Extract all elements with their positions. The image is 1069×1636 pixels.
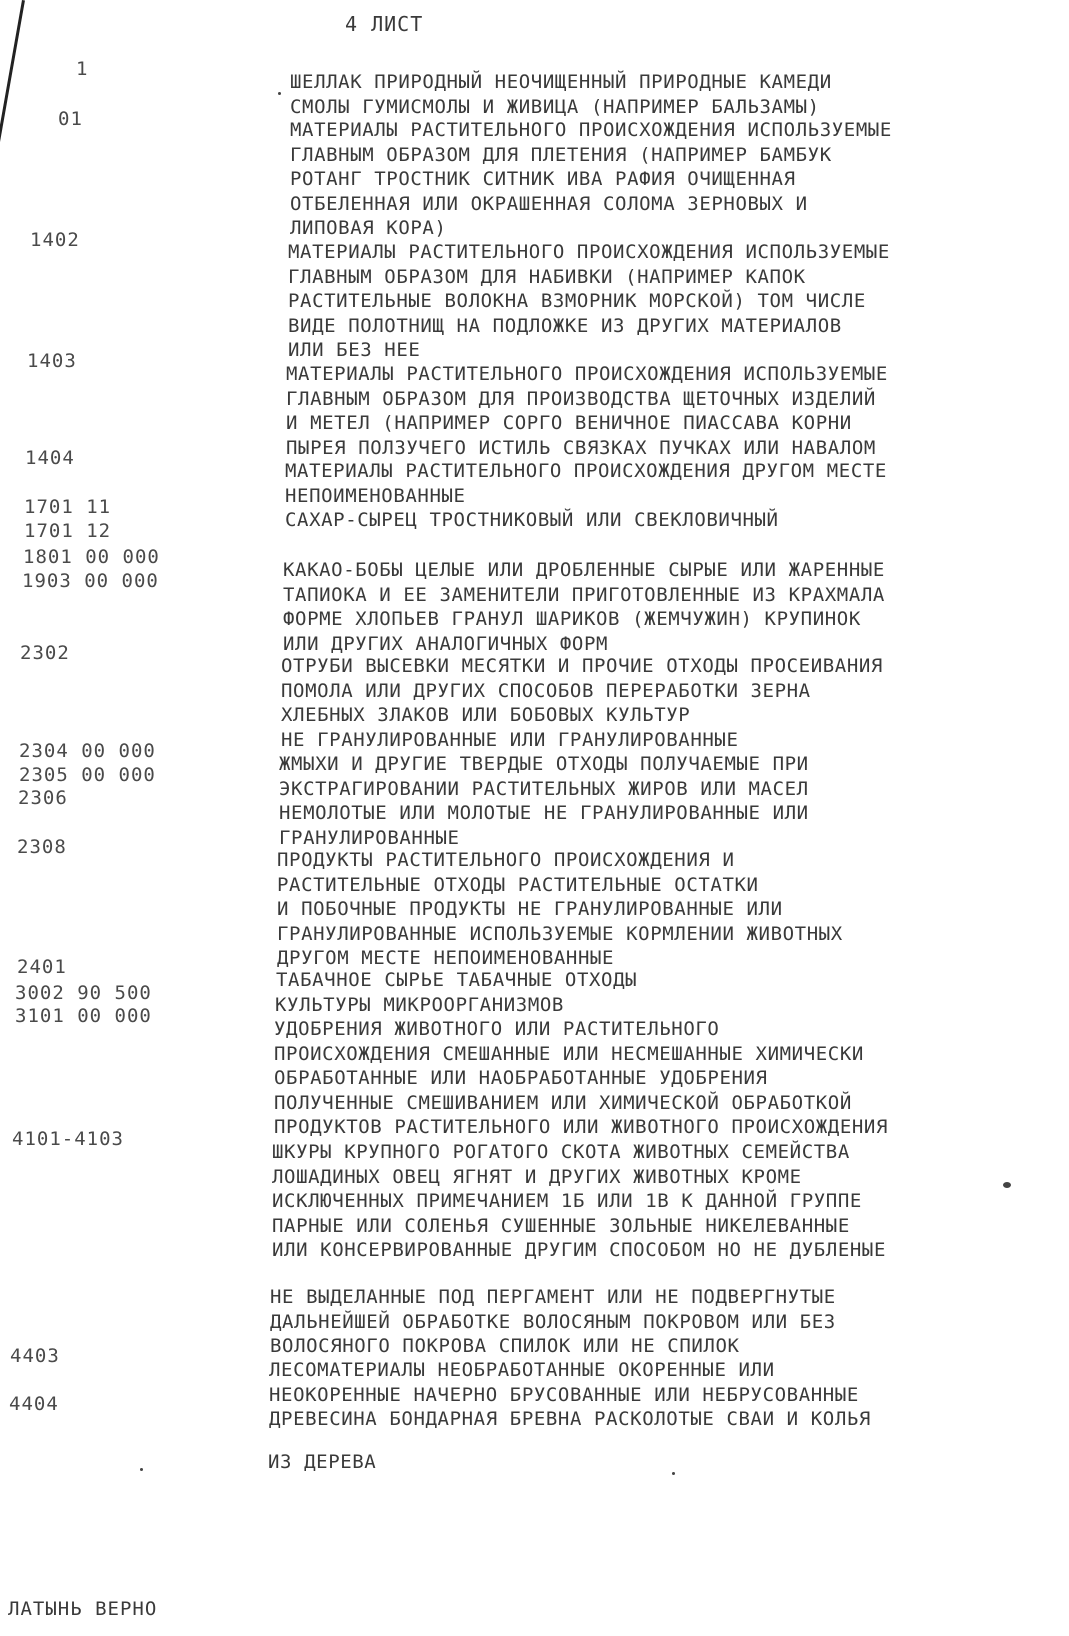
code-18: 4101-4103 xyxy=(12,1128,124,1150)
code-11: 2304 00 000 xyxy=(19,740,156,762)
desc-10: ПРОДУКТЫ РАСТИТЕЛЬНОГО ПРОИСХОЖДЕНИЯ И РАСТИТЕЛЬНЫЕ ОТХОДЫ РАСТИТЕЛЬНЫЕ ОСТАТКИ И ПОБОЧНЫЕ ПРОДУКТЫ НЕ ГРАНУЛИРОВАННЫЕ ИЛИ ГРАНУЛИРОВАННЫЕ ИСПОЛЬЗУЕМЫЕ КОРМЛЕНИИ ЖИВОТНЫХ ДРУГОМ МЕСТЕ НЕПОИМЕНОВАННЫЕ xyxy=(277,849,843,969)
code-2: 01 xyxy=(58,108,83,130)
desc-2: МАТЕРИАЛЫ РАСТИТЕЛЬНОГО ПРОИСХОЖДЕНИЯ ИСПОЛЬЗУЕМЫЕ ГЛАВНЫМ ОБРАЗОМ ДЛЯ ПЛЕТЕНИЯ (НАПРИМЕР БАМБУК РОТАНГ ТРОСТНИК СИТНИК ИВА РАФИЯ ОЧИЩЕННАЯ ОТБЕЛЕННАЯ ИЛИ ОКРАШЕННАЯ СОЛОМА ЗЕРНОВЫХ И ЛИПОВАЯ КОРА) xyxy=(290,119,892,239)
ink-speck xyxy=(278,92,281,95)
desc-15: НЕ ВЫДЕЛАННЫЕ ПОД ПЕРГАМЕНТ ИЛИ НЕ ПОДВЕРГНУТЫЕ ДАЛЬНЕЙШЕЙ ОБРАБОТКЕ ВОЛОСЯНЫМ ПОКРОВОМ ИЛИ БЕЗ ВОЛОСЯНОГО ПОКРОВА СПИЛОК ИЛИ НЕ СПИЛОК xyxy=(270,1286,836,1357)
scan-edge-line xyxy=(0,0,25,375)
desc-13: УДОБРЕНИЯ ЖИВОТНОГО ИЛИ РАСТИТЕЛЬНОГО ПРОИСХОЖДЕНИЯ СМЕШАННЫЕ ИЛИ НЕСМЕШАННЫЕ ХИМИЧЕСКИ ОБРАБОТАННЫЕ ИЛИ НАОБРАБОТАННЫЕ УДОБРЕНИЯ ПОЛУЧЕННЫЕ СМЕШИВАНИЕМ ИЛИ ХИМИЧЕСКОЙ ОБРАБОТКОЙ ПРОДУКТОВ РАСТИТЕЛЬНОГО ИЛИ ЖИВОТНОГО ПРОИСХОЖДЕНИЯ xyxy=(274,1018,888,1138)
desc-17: ИЗ ДЕРЕВА xyxy=(268,1451,377,1473)
desc-16: ЛЕСОМАТЕРИАЛЫ НЕОБРАБОТАННЫЕ ОКОРЕННЫЕ ИЛИ НЕОКОРЕННЫЕ НАЧЕРНО БРУСОВАННЫЕ ИЛИ НЕБРУСОВАННЫЕ ДРЕВЕСИНА БОНДАРНАЯ БРЕВНА РАСКОЛОТЫЕ СВАИ И КОЛЬЯ xyxy=(269,1359,871,1430)
desc-8: ОТРУБИ ВЫСЕВКИ МЕСЯТКИ И ПРОЧИЕ ОТХОДЫ ПРОСЕИВАНИЯ ПОМОЛА ИЛИ ДРУГИХ СПОСОБОВ ПЕРЕРАБОТКИ ЗЕРНА ХЛЕБНЫХ ЗЛАКОВ ИЛИ БОБОВЫХ КУЛЬТУР НЕ ГРАНУЛИРОВАННЫЕ ИЛИ ГРАНУЛИРОВАННЫЕ xyxy=(281,655,883,751)
desc-1: ШЕЛЛАК ПРИРОДНЫЙ НЕОЧИЩЕННЫЙ ПРИРОДНЫЕ КАМЕДИ СМОЛЫ ГУМИСМОЛЫ И ЖИВИЦА (НАПРИМЕР БАЛЬЗАМЫ) xyxy=(290,71,832,118)
code-3: 1402 xyxy=(30,229,80,251)
code-9: 1903 00 000 xyxy=(22,570,159,592)
ink-speck xyxy=(140,1468,143,1471)
desc-7: КАКАО-БОБЫ ЦЕЛЫЕ ИЛИ ДРОБЛЕННЫЕ СЫРЫЕ ИЛИ ЖАРЕННЫЕ ТАПИОКА И ЕЕ ЗАМЕНИТЕЛИ ПРИГОТОВЛЕННЫЕ ИЗ КРАХМАЛА ФОРМЕ ХЛОПЬЕВ ГРАНУЛ ШАРИКОВ (ЖЕМЧУЖИН) КРУПИНОК ИЛИ ДРУГИХ АНАЛОГИЧНЫХ ФОРМ xyxy=(283,559,885,655)
code-12: 2305 00 000 xyxy=(19,764,156,786)
code-7: 1701 12 xyxy=(24,520,112,542)
code-1: 1 xyxy=(76,58,89,80)
code-6: 1701 11 xyxy=(24,496,112,518)
desc-14: ШКУРЫ КРУПНОГО РОГАТОГО СКОТА ЖИВОТНЫХ СЕМЕЙСТВА ЛОШАДИНЫХ ОВЕЦ ЯГНЯТ И ДРУГИХ ЖИВОТНЫХ КРОМЕ ИСКЛЮЧЕННЫХ ПРИМЕЧАНИЕМ 1Б ИЛИ 1В К ДАННОЙ ГРУППЕ ПАРНЫЕ ИЛИ СОЛЕНЬЯ СУШЕННЫЕ ЗОЛЬНЫЕ НИКЕЛЕВАННЫЕ ИЛИ КОНСЕРВИРОВАННЫЕ ДРУГИМ СПОСОБОМ НО НЕ ДУБЛЕНЫЕ xyxy=(272,1141,886,1261)
code-14: 2308 xyxy=(17,836,67,858)
code-13: 2306 xyxy=(18,787,68,809)
code-10: 2302 xyxy=(20,642,70,664)
desc-3: МАТЕРИАЛЫ РАСТИТЕЛЬНОГО ПРОИСХОЖДЕНИЯ ИСПОЛЬЗУЕМЫЕ ГЛАВНЫМ ОБРАЗОМ ДЛЯ НАБИВКИ (НАПРИМЕР КАПОК РАСТИТЕЛЬНЫЕ ВОЛОКНА ВЗМОРНИК МОРСКОЙ) ТОМ ЧИСЛЕ ВИДЕ ПОЛОТНИЩ НА ПОДЛОЖКЕ ИЗ ДРУГИХ МАТЕРИАЛОВ ИЛИ БЕЗ НЕЕ xyxy=(288,241,890,361)
code-4: 1403 xyxy=(27,350,77,372)
code-20: 4404 xyxy=(9,1393,59,1415)
desc-6: САХАР-СЫРЕЦ ТРОСТНИКОВЫЙ ИЛИ СВЕКЛОВИЧНЫЙ xyxy=(285,509,779,531)
code-17: 3101 00 000 xyxy=(15,1005,152,1027)
desc-9: ЖМЫХИ И ДРУГИЕ ТВЕРДЫЕ ОТХОДЫ ПОЛУЧАЕМЫЕ ПРИ ЭКСТРАГИРОВАНИИ РАСТИТЕЛЬНЫХ ЖИРОВ ИЛИ МАСЕЛ НЕМОЛОТЫЕ ИЛИ МОЛОТЫЕ НЕ ГРАНУЛИРОВАННЫЕ ИЛИ ГРАНУЛИРОВАННЫЕ xyxy=(279,753,809,849)
code-5: 1404 xyxy=(25,447,75,469)
sheet-title: 4 ЛИСТ xyxy=(345,12,424,36)
ink-speck xyxy=(672,1472,675,1475)
code-19: 4403 xyxy=(10,1345,60,1367)
code-15: 2401 xyxy=(17,956,67,978)
code-8: 1801 00 000 xyxy=(23,546,160,568)
desc-11: ТАБАЧНОЕ СЫРЬЕ ТАБАЧНЫЕ ОТХОДЫ xyxy=(276,969,638,991)
desc-12: КУЛЬТУРЫ МИКРООРГАНИЗМОВ xyxy=(275,994,564,1016)
desc-4: МАТЕРИАЛЫ РАСТИТЕЛЬНОГО ПРОИСХОЖДЕНИЯ ИСПОЛЬЗУЕМЫЕ ГЛАВНЫМ ОБРАЗОМ ДЛЯ ПРОИЗВОДСТВА ЩЕТОЧНЫХ ИЗДЕЛИЙ И МЕТЕЛ (НАПРИМЕР СОРГО ВЕНИЧНОЕ ПИАССАВА КОРНИ ПЫРЕЯ ПОЛЗУЧЕГО ИСТИЛЬ СВЯЗКАХ ПУЧКАХ ИЛИ НАВАЛОМ xyxy=(286,363,888,459)
desc-5: МАТЕРИАЛЫ РАСТИТЕЛЬНОГО ПРОИСХОЖДЕНИЯ ДРУГОМ МЕСТЕ НЕПОИМЕНОВАННЫЕ xyxy=(285,460,887,507)
ink-speck xyxy=(1003,1182,1011,1188)
code-16: 3002 90 500 xyxy=(15,982,152,1004)
footer-note: ЛАТЫНЬ ВЕРНО xyxy=(8,1598,158,1620)
